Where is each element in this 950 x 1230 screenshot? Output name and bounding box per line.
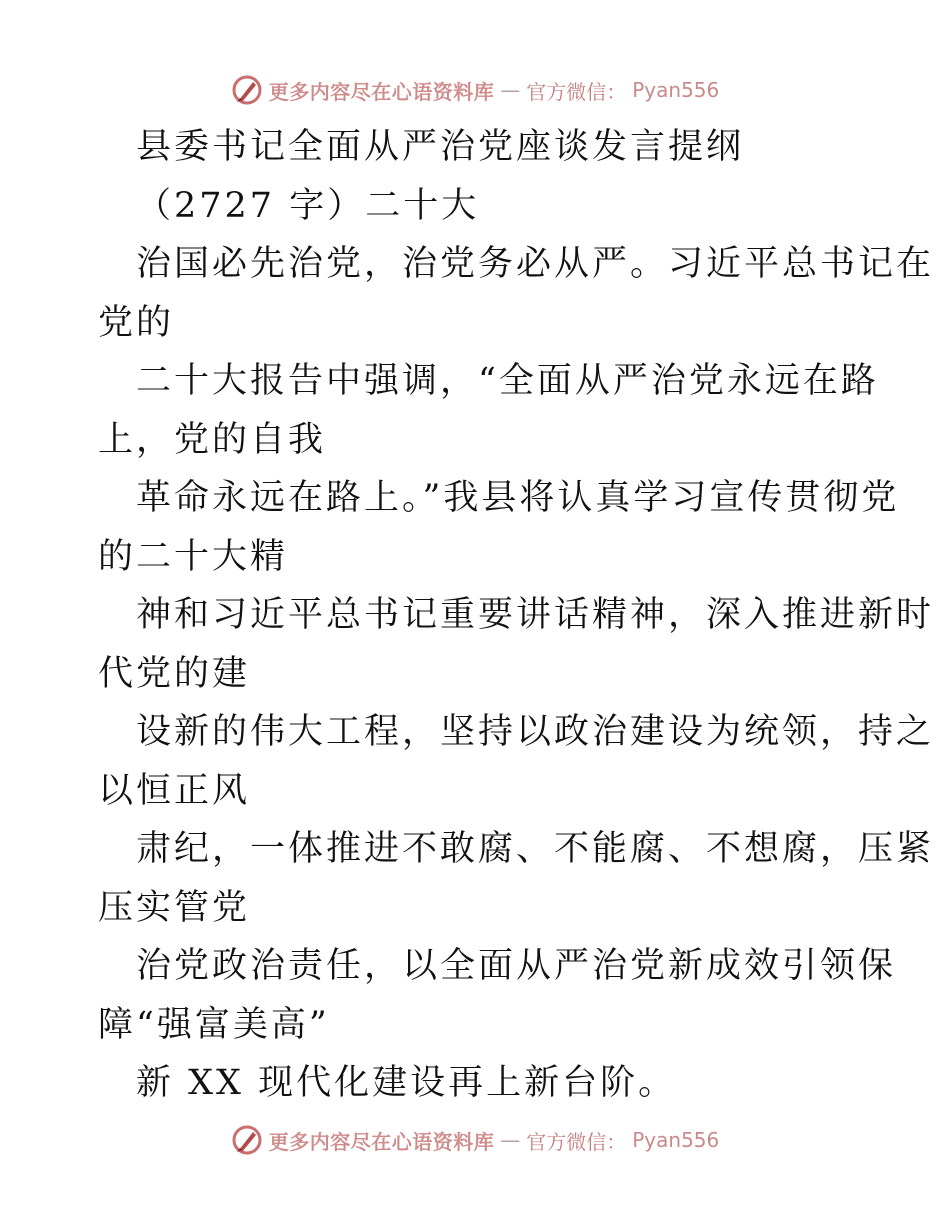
watermark-wechat-id: Pyan556 [632, 1128, 720, 1152]
text-line: 治党政治责任，以全面从严治党新成效引领保 [136, 946, 897, 986]
text-line: 二十大报告中强调，“全面从严治党永远在路 [136, 361, 879, 401]
watermark-header [0, 70, 950, 110]
watermark-footer [0, 1120, 950, 1160]
watermark-wechat-label: 官方微信： [526, 1129, 627, 1154]
quill-pen-icon [231, 74, 263, 106]
text-line: 肃纪，一体推进不敢腐、不能腐、不想腐，压紧 [136, 829, 935, 869]
document-title: 县委书记全面从严治党座谈发言提纲 [136, 127, 745, 167]
document-subtitle: （2727 字）二十大 [136, 185, 480, 226]
watermark-text: 更多内容尽在心语资料库 [268, 79, 495, 104]
text-line: 上，党的自我 [98, 419, 327, 460]
quill-pen-icon [231, 1124, 263, 1156]
text-line: 革命永远在路上。”我县将认真学习宣传贯彻党 [136, 478, 900, 518]
document-body [98, 118, 935, 1113]
text-line: 神和习近平总书记重要讲话精神，深入推进新时 [136, 595, 935, 635]
text-line: 党的 [98, 302, 175, 343]
text-line: 代党的建 [98, 653, 251, 694]
watermark-wechat-id: Pyan556 [632, 78, 720, 102]
text-line: 障“强富美高” [98, 1004, 330, 1045]
text-line: 新 XX 现代化建设再上新台阶。 [136, 1063, 677, 1103]
watermark-separator: — [500, 1128, 521, 1152]
watermark-text: 更多内容尽在心语资料库 [268, 1129, 495, 1154]
text-line: 的二十大精 [98, 536, 289, 577]
watermark-separator: — [500, 78, 521, 102]
text-line: 设新的伟大工程，坚持以政治建设为统领，持之 [136, 712, 935, 752]
text-line: 以恒正风 [98, 770, 251, 811]
text-line: 压实管党 [98, 887, 251, 928]
watermark-wechat-label: 官方微信： [526, 79, 627, 104]
text-line: 治国必先治党，治党务必从严。习近平总书记在 [136, 244, 935, 284]
